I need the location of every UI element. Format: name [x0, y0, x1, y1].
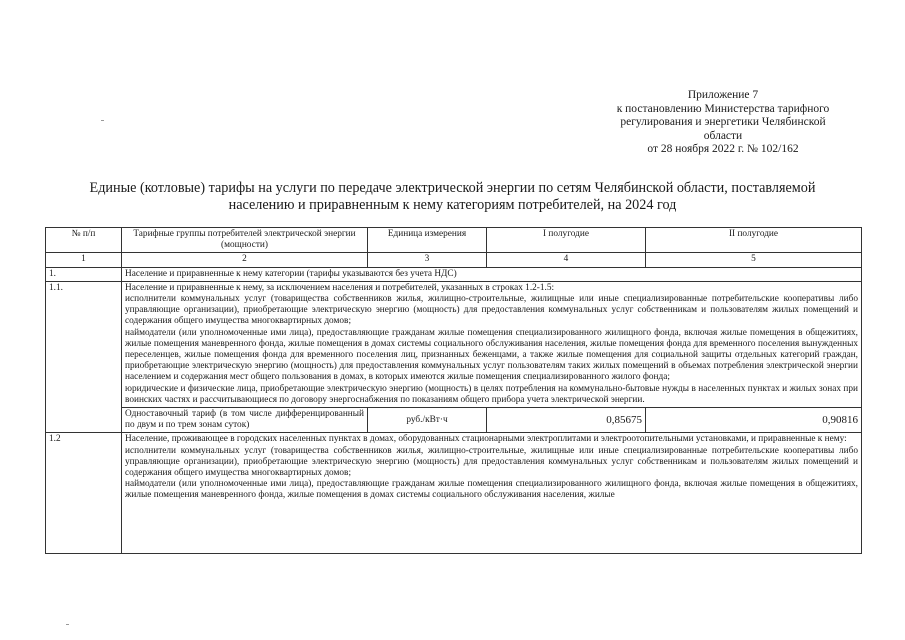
- appendix-line: регулирования и энергетики Челябинской: [620, 116, 826, 128]
- row-number: 1.2: [46, 433, 122, 554]
- tariff-value-h1: 0,85675: [487, 408, 646, 433]
- col-number: 5: [646, 253, 862, 267]
- col-number: 1: [46, 253, 122, 267]
- description-line: исполнители коммунальных услуг (товарищества собственников жилья, жилищно-строительные, жилищные или иные специализированные потребительские кооперативы либо управляющие организации), приобретающие электрическую энергию (мощность) для предоставления коммунальных услуг собственникам и пользователям жилых помещений и содержания общего имущества многоквартирных домов;: [125, 445, 858, 479]
- appendix-line: Приложение 7: [687, 89, 759, 101]
- scan-speck: [101, 120, 104, 121]
- header-half-1: I полугодие: [487, 228, 646, 253]
- tariff-table: [45, 227, 862, 554]
- table-row: [46, 433, 862, 554]
- title-line-2: населению и приравненным к нему категориям потребителей, на 2024 год: [228, 197, 677, 213]
- description-line: Население и приравненные к нему, за исключением населения и потребителей, указанных в строках 1.2-1.5:: [125, 282, 555, 293]
- tariff-label: Одноставочный тариф (в том числе дифференцированный по двум и по трем зонам суток): [122, 408, 368, 433]
- scan-speck: [66, 624, 69, 625]
- title-line-1: Единые (котловые) тарифы на услуги по передаче электрической энергии по сетям Челябинской области, поставляемой: [89, 180, 816, 196]
- col-number: 2: [122, 253, 368, 267]
- document-title: [40, 180, 865, 214]
- row-text: Население и приравненные к нему категории (тарифы указываются без учета НДС): [122, 267, 862, 281]
- row-number: 1.: [46, 267, 122, 281]
- col-number: 4: [487, 253, 646, 267]
- appendix-line: к постановлению Министерства тарифного: [616, 102, 830, 115]
- row-number: 1.1.: [46, 281, 122, 433]
- table-header-row: [46, 228, 862, 253]
- table-row: [46, 281, 862, 407]
- table-row: [46, 267, 862, 281]
- appendix-heading: [592, 89, 854, 157]
- description-line: Население, проживающее в городских населенных пунктах в домах, оборудованных стационарными электроплитами и электроотопительными установками, и приравненные к нему:: [125, 434, 847, 445]
- row-description: [122, 281, 862, 407]
- tariff-unit: руб./кВт·ч: [368, 408, 487, 433]
- header-half-2: II полугодие: [646, 228, 862, 253]
- description-line: юридические и физические лица, приобретающие электрическую энергию (мощность) в целях потребления на коммунально-бытовые нужды в населенных пунктах и жилых зонах при воинских частях и рассчитывающиеся по договору энергоснабжения по показаниям общего прибора учета электрической энергии.: [125, 383, 858, 405]
- header-tariff-groups: Тарифные группы потребителей электрической энергии (мощности): [122, 228, 368, 253]
- column-number-row: [46, 253, 862, 267]
- header-unit: Единица измерения: [368, 228, 487, 253]
- row-description: [122, 433, 862, 554]
- description-line: наймодатели (или уполномоченные ими лица), предоставляющие гражданам жилые помещения специализированного жилищного фонда, включая жилые помещения в общежитиях, жилые помещения маневренного фонда, жилые помещения в домах системы социального обслуживания населения, жилые помещения фонда для временного поселения вынужденных переселенцев, жилые помещения фонда для временного поселения лиц, признанных беженцами, а также жилые помещения для социальной защиты отдельных категорий граждан, приобретающие электрическую энергию (мощность) для предоставления коммунальных услуг пользователям таких жилых помещений в объемах потребления электрической энергии населением и содержания мест общего пользования в домах, в которых имеются жилые помещения специализированного жилого фонда;: [125, 327, 858, 383]
- col-number: 3: [368, 253, 487, 267]
- tariff-value-row: [46, 408, 862, 433]
- description-line: исполнители коммунальных услуг (товарищества собственников жилья, жилищно-строительные, жилищные или иные специализированные потребительские кооперативы либо управляющие организации), приобретающие электрическую энергию (мощность) для предоставления коммунальных услуг собственникам и пользователям жилых помещений и содержания общего имущества многоквартирных домов;: [125, 294, 858, 327]
- appendix-line: области: [703, 129, 743, 142]
- appendix-line: от 28 ноября 2022 г. № 102/162: [647, 143, 799, 155]
- description-line: наймодатели (или уполномоченные ими лица), предоставляющие гражданам жилые помещения специализированного жилищного фонда, включая жилые помещения в общежитиях, жилые помещения маневренного фонда, жилые помещения в домах системы социального обслуживания населения, жилые: [125, 479, 858, 501]
- header-number: № п/п: [46, 228, 122, 253]
- tariff-value-h2: 0,90816: [646, 408, 862, 433]
